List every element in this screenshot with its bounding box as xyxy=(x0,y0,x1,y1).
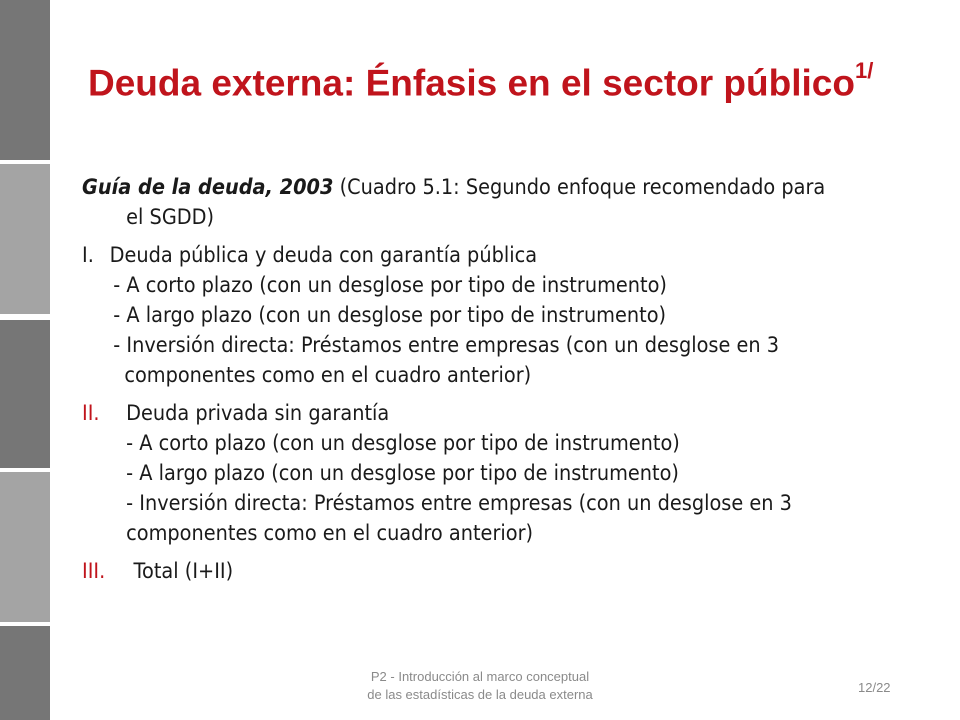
section-2-item-continuation: componentes como en el cuadro anterior) xyxy=(126,521,534,545)
section-2-title: Deuda privada sin garantía xyxy=(126,401,390,425)
slide-body xyxy=(82,172,836,586)
sidebar-segment xyxy=(0,0,50,160)
footer-line: P2 - Introducción al marco conceptual xyxy=(370,669,590,684)
section-2-item: - Inversión directa: Préstamos entre empresas (con un desglose en 3 xyxy=(126,491,792,515)
section-2-item: - A largo plazo (con un desglose por tipo de instrumento) xyxy=(126,461,679,485)
slide-title xyxy=(88,58,928,104)
section-3-heading xyxy=(82,556,836,586)
title-footnote-marker: 1/ xyxy=(854,58,874,83)
section-1-item: - A corto plazo (con un desglose por tipo de instrumento) xyxy=(113,273,667,297)
intro-continuation: el SGDD) xyxy=(126,205,215,229)
slide-footer xyxy=(330,668,630,704)
intro-text: (Cuadro 5.1: Segundo enfoque recomendado para xyxy=(333,175,826,199)
section-1-number: I. xyxy=(82,243,94,267)
intro-line xyxy=(82,172,836,202)
section-3-title: Total (I+II) xyxy=(133,559,234,583)
sidebar-segment xyxy=(0,164,50,314)
section-2-heading xyxy=(82,398,836,428)
intro-source: Guía de la deuda, 2003 xyxy=(82,175,334,199)
section-2-item: - A corto plazo (con un desglose por tipo de instrumento) xyxy=(126,431,680,455)
section-1-heading xyxy=(82,240,836,270)
section-1-item-continuation: componentes como en el cuadro anterior) xyxy=(124,363,532,387)
slide-title-text: Deuda externa: Énfasis en el sector público xyxy=(88,62,855,104)
section-1-item: - A largo plazo (con un desglose por tipo de instrumento) xyxy=(113,303,667,327)
left-decorative-bar xyxy=(0,0,50,720)
footer-line: de las estadísticas de la deuda externa xyxy=(367,687,593,702)
section-1-item: - Inversión directa: Préstamos entre empresas (con un desglose en 3 xyxy=(113,333,780,357)
section-2-number: II. xyxy=(82,401,100,425)
sidebar-segment xyxy=(0,320,50,468)
page-number: 12/22 xyxy=(858,680,891,695)
sidebar-segment xyxy=(0,626,50,720)
section-1-title: Deuda pública y deuda con garantía pública xyxy=(109,243,538,267)
sidebar-segment xyxy=(0,472,50,622)
section-3-number: III. xyxy=(82,559,106,583)
